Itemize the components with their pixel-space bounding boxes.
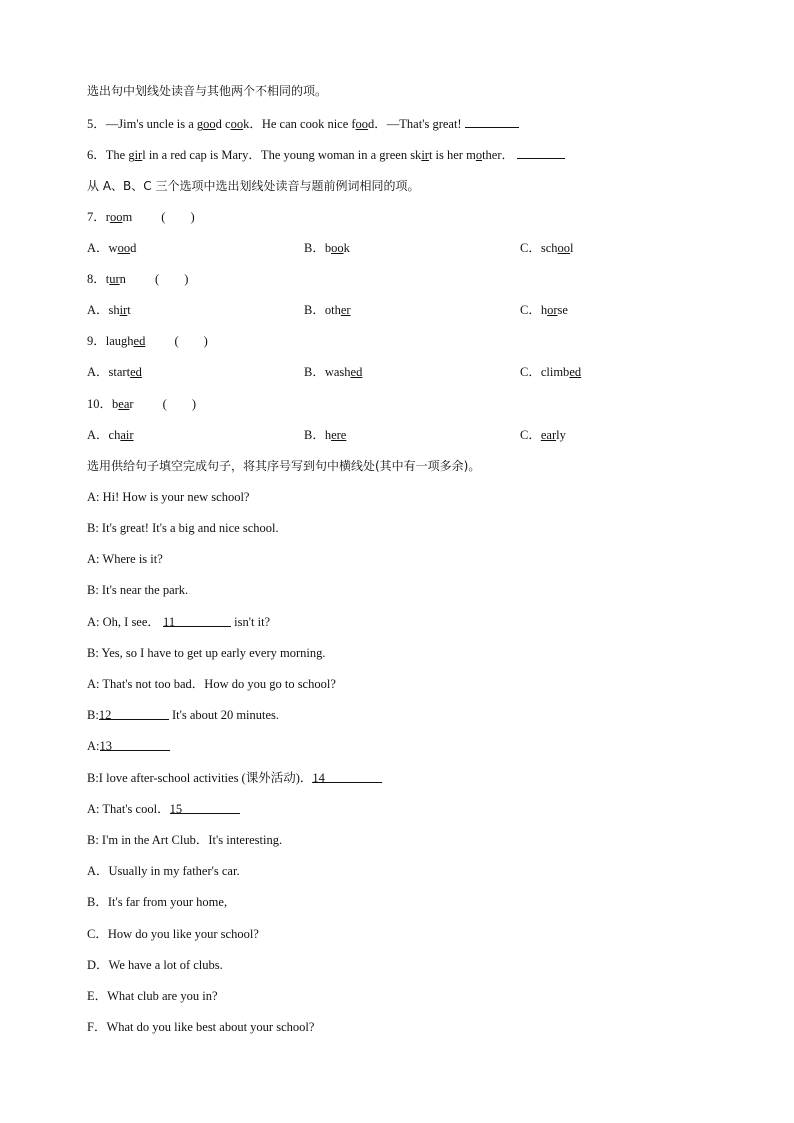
choice-item: B．It's far from your home, <box>87 895 228 909</box>
question-8: 8．turn ( ) <box>87 272 189 286</box>
question-5: 5．—Jim's uncle is a good cook．He can cook nice food．—That's great! <box>87 115 519 132</box>
option-b[interactable]: B．other <box>304 303 351 317</box>
section2-instruction: 从 A、B、C 三个选项中选出划线处读音与题前例词相同的项。 <box>87 179 420 193</box>
dialogue-line: B:I love after-school activities (课外活动)．14 <box>87 770 382 786</box>
answer-blank-15[interactable]: 15 <box>170 801 240 814</box>
option-b[interactable]: B．here <box>304 428 347 442</box>
option-b[interactable]: B．washed <box>304 365 363 379</box>
answer-blank-14[interactable]: 14 <box>312 770 382 783</box>
dialogue-line: B:12 It's about 20 minutes. <box>87 708 280 722</box>
choice-item: A．Usually in my father's car. <box>87 864 240 878</box>
section3-instruction: 选用供给句子填空完成句子，将其序号写到句中横线处(其中有一项多余)。 <box>87 459 481 473</box>
choice-item: E．What club are you in? <box>87 989 218 1003</box>
choice-item: F．What do you like best about your school? <box>87 1020 315 1034</box>
dialogue-line: B: I'm in the Art Club．It's interesting. <box>87 833 283 847</box>
dialogue-line: B: Yes, so I have to get up early every morning. <box>87 646 326 660</box>
dialogue-line: A: That's not too bad．How do you go to school? <box>87 677 336 691</box>
option-b[interactable]: B．book <box>304 241 350 255</box>
dialogue-line: A: Hi! How is your new school? <box>87 490 250 504</box>
answer-blank[interactable] <box>517 146 565 159</box>
section1-instruction: 选出句中划线处读音与其他两个不相同的项。 <box>87 84 328 98</box>
answer-parentheses[interactable]: ( ) <box>161 210 195 224</box>
answer-parentheses[interactable]: ( ) <box>174 334 208 348</box>
question-7: 7．room ( ) <box>87 210 195 224</box>
question-number: 6． <box>87 148 106 162</box>
option-c[interactable]: C．climbed <box>520 365 582 379</box>
dialogue-line: A:13 <box>87 738 170 754</box>
question-6: 6．The girl in a red cap is Mary．The young woman in a green skirt is her mother． <box>87 146 565 163</box>
option-a[interactable]: A．chair <box>87 428 134 442</box>
option-c[interactable]: C．horse <box>520 303 568 317</box>
dialogue-line: B: It's great! It's a big and nice school. <box>87 521 279 535</box>
option-a[interactable]: A．shirt <box>87 303 131 317</box>
answer-blank-13[interactable]: 13 <box>100 738 170 751</box>
option-c[interactable]: C．early <box>520 428 566 442</box>
dialogue-line: A: Oh, I see． 11 isn't it? <box>87 615 271 629</box>
question-10: 10．bear ( ) <box>87 397 196 411</box>
option-a[interactable]: A．wood <box>87 241 137 255</box>
answer-parentheses[interactable]: ( ) <box>155 272 189 286</box>
dialogue-line: A: Where is it? <box>87 552 163 566</box>
answer-blank-11[interactable]: 11 <box>163 614 231 627</box>
choice-item: C．How do you like your school? <box>87 927 259 941</box>
question-number: 5． <box>87 117 106 131</box>
question-9: 9．laughed ( ) <box>87 334 208 348</box>
answer-parentheses[interactable]: ( ) <box>162 397 196 411</box>
dialogue-line: A: That's cool．15 <box>87 801 240 817</box>
option-c[interactable]: C．school <box>520 241 574 255</box>
option-a[interactable]: A．started <box>87 365 142 379</box>
answer-blank[interactable] <box>465 115 519 128</box>
choice-item: D．We have a lot of clubs. <box>87 958 223 972</box>
dialogue-line: B: It's near the park. <box>87 583 189 597</box>
answer-blank-12[interactable]: 12 <box>99 707 169 720</box>
